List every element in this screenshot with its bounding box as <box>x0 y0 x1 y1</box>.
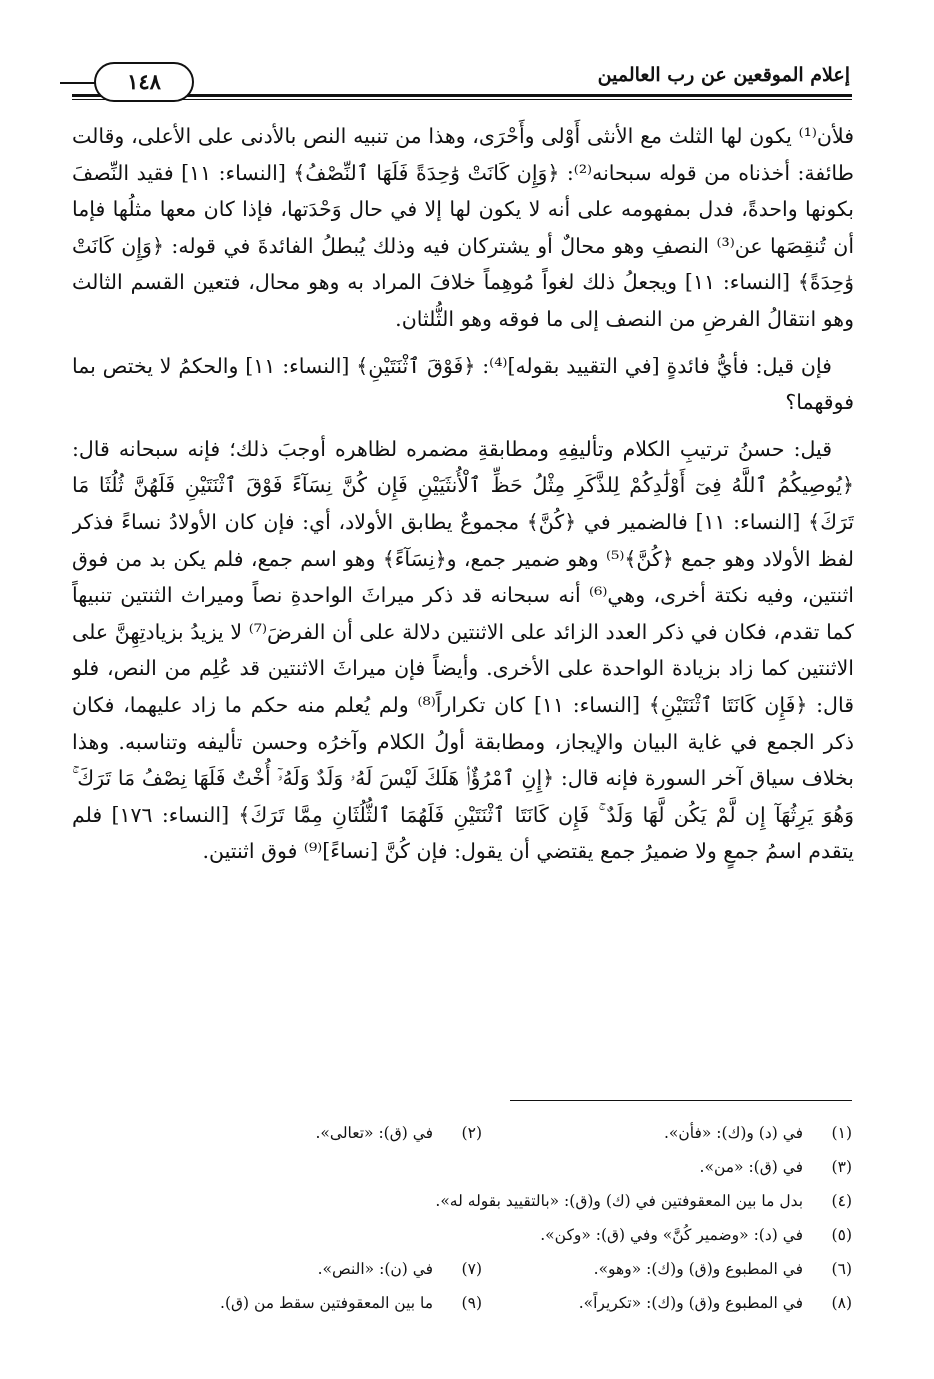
running-title: إعلام الموقعين عن رب العالمين <box>597 64 850 86</box>
footnote-row <box>120 1184 852 1218</box>
footnote-row <box>120 1218 852 1252</box>
page-header <box>72 60 852 106</box>
footnote-7 <box>318 1252 482 1286</box>
footnote-text: في (د): «وضمير كُنَّ» وفي (ق): «وكن». <box>540 1226 804 1244</box>
footnote-2 <box>315 1116 482 1150</box>
footnote-number: (٤) <box>831 1192 852 1210</box>
footnote-5 <box>540 1218 852 1252</box>
footnote-row <box>120 1150 852 1184</box>
footnote-8 <box>579 1286 852 1320</box>
paragraph-3: قيل: حسنُ ترتيبِ الكلام وتأليفِهِ ومطابقةِ مضمره لظاهره أوجبَ ذلك؛ فإنه سبحانه قال: ﴿يُوصِيكُمُ ٱللَّهُ فِىٓ أَوْلَٰدِكُمْ لِلذَّكَرِ مِثْلُ حَظِّ ٱلْأُنثَيَيْنِ فَإِن كُنَّ نِسَآءً فَوْقَ ٱثْنَتَيْنِ فَلَهُنَّ ثُلُثَا مَا تَرَكَ﴾ [النساء: ١١] فالضمير في ﴿كُنَّ﴾ مجموعٌ يطابق الأولاد، أي: فإن كان الأولادُ نساءً فذكر لفظ الأولاد وهو جمع ﴿كُنَّ﴾⁽⁵⁾ وهو ضمير جمع، و﴿نِسَآءً﴾ وهو اسم جمع، فلم يكن بد من فوق اثنتين، وفيه نكتة أخرى، وهي⁽⁶⁾ أنه سبحانه قد ذكر ميراثَ الواحدةِ نصاً وميراث الثنتين تنبيهاً كما تقدم، فكان في ذكر العدد الزائد على الاثنتين دلالة على أن الفرضَ⁽⁷⁾ لا يزيدُ بزيادتِهِنَّ على الاثنتين كما زاد بزيادة الواحدة على الأخرى. وأيضاً فإن ميراثَ الاثنتين قد عُلِم من النص، فلو قال: ﴿فَإِن كَانَتَا ٱثْنَتَيْنِ﴾ [النساء: ١١] كان تكراراً⁽⁸⁾ ولم يُعلم منه حكم ما زاد عليهما، فكان ذكر الجمع في غاية البيان والإيجاز، ومطابقة أولُ الكلام وآخرُه وحسن تأليفه وتناسبه. وهذا بخلاف سياق آخر السورة فإنه قال: ﴿إِنِ ٱمْرُؤٌا۟ هَلَكَ لَيْسَ لَهُۥ وَلَدٌ وَلَهُۥٓ أُخْتٌ فَلَهَا نِصْفُ مَا تَرَكَ ۚ وَهُوَ يَرِثُهَآ إِن لَّمْ يَكُن لَّهَا وَلَدٌ ۚ فَإِن كَانَتَا ٱثْنَتَيْنِ فَلَهُمَا ٱلثُّلُثَانِ مِمَّا تَرَكَ﴾ [النساء: ١٧٦] فلم يتقدم اسمُ جمعٍ ولا ضميرُ جمع يقتضي أن يقول: فإن كُنَّ [نساءً]⁽⁹⁾ فوق اثنتين. <box>72 436 854 864</box>
footnote-number: (٥) <box>831 1226 852 1244</box>
footnote-1 <box>664 1116 852 1150</box>
footnote-number: (٨) <box>831 1294 852 1312</box>
footnote-row <box>120 1252 852 1286</box>
footnote-number: (٣) <box>831 1158 852 1176</box>
footnote-number: (١) <box>831 1124 852 1142</box>
footnote-separator <box>510 1100 852 1101</box>
footnote-text: في (د) و(ك): «فأن». <box>663 1124 804 1142</box>
footnote-9 <box>220 1286 482 1320</box>
page-number: ١٤٨ <box>94 62 194 102</box>
footnote-3 <box>700 1150 852 1184</box>
footnote-number: (٢) <box>461 1124 482 1142</box>
footnote-text: في المطبوع و(ق) و(ك): «تكريراً». <box>578 1294 804 1312</box>
footnote-text: بدل ما بين المعقوفتين في (ك) و(ق): «بالتقييد بقوله له». <box>435 1192 804 1210</box>
paragraph-2: فإن قيل: فأيُّ فائدةٍ [في التقييد بقوله]⁽⁴⁾: ﴿فَوْقَ ٱثْنَتَيْنِ﴾ [النساء: ١١] والحكمُ لا يختص بما فوقهما؟ <box>72 353 854 415</box>
footnote-text: في (ق): «تعالى». <box>315 1124 434 1142</box>
footnote-4 <box>435 1184 852 1218</box>
footnotes <box>120 1116 852 1320</box>
footnote-row <box>120 1116 852 1150</box>
footnote-number: (٩) <box>461 1294 482 1312</box>
footnote-text: في المطبوع و(ق) و(ك): «وهو». <box>593 1260 804 1278</box>
footnote-number: (٧) <box>461 1260 482 1278</box>
main-text <box>72 118 854 1098</box>
footnote-row <box>120 1286 852 1320</box>
footnote-text: في (ن): «النص». <box>317 1260 434 1278</box>
footnote-6 <box>594 1252 852 1286</box>
footnote-number: (٦) <box>831 1260 852 1278</box>
footnote-text: في (ق): «من». <box>699 1158 804 1176</box>
paragraph-1: فلأن⁽¹⁾ يكون لها الثلث مع الأنثى أَوْلى وأَحْرَى، وهذا من تنبيه النص بالأدنى على الأعلى، وقالت طائفة: أخذناه من قوله سبحانه⁽²⁾: ﴿وَإِن كَانَتْ وَٰحِدَةً فَلَهَا ٱلنِّصْفُ﴾ [النساء: ١١] فقيد النِّصفَ بكونها واحدةً، فدل بمفهومه على أنه لا يكون لها إلا في حال وَحْدَتها، فإذا كان معها مثلُها فإما أن تُنقِصَها عن⁽³⁾ النصفِ وهو محالٌ أو يشتركان فيه وذلك يُبطلُ الفائدةَ في قوله: ﴿وَإِن كَانَتْ وَٰحِدَةً﴾ [النساء: ١١] ويجعلُ ذلك لغواً مُوهِماً خلافَ المراد به وهو محال، فتعين القسم الثالث وهو انتقالُ الفرضِ من النصف إلى ما فوقه وهو الثُّلثان. <box>72 124 854 331</box>
footnote-text: ما بين المعقوفتين سقط من (ق). <box>220 1294 434 1312</box>
